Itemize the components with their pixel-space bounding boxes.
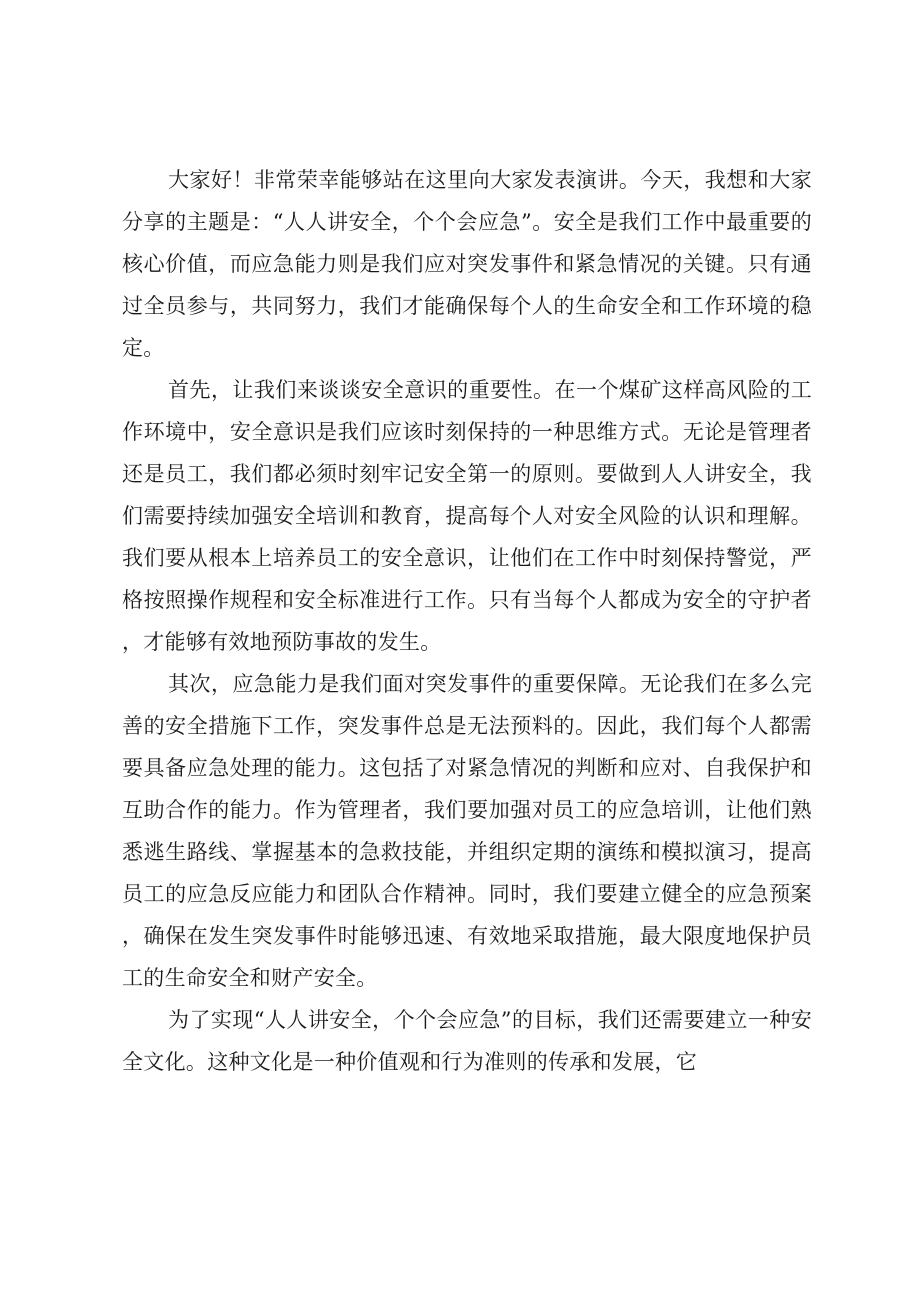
paragraph-emergency-ability: 其次，应急能力是我们面对突发事件的重要保障。无论我们在多么完善的安全措施下工作，突发事件总是无法预料的。因此，我们每个人都需要具备应急处理的能力。这包括了对紧急情况的判断和应对、自我保护和互助合作的能力。作为管理者，我们要加强对员工的应急培训，让他们熟悉逃生路线、掌握基本的急救技能，并组织定期的演练和模拟演习，提高员工的应急反应能力和团队合作精神。同时，我们要建立健全的应急预案，确保在发生突发事件时能够迅速、有效地采取措施，最大限度地保护员工的生命安全和财产安全。	[122, 672, 812, 990]
paragraph-greeting: 大家好！非常荣幸能够站在这里向大家发表演讲。今天，我想和大家分享的主题是：“人人讲安全，个个会应急”。安全是我们工作中最重要的核心价值，而应急能力则是我们应对突发事件和紧急情况的关键。只有通过全员参与，共同努力，我们才能确保每个人的生命安全和工作环境的稳定。	[122, 168, 812, 360]
paragraph-safety-culture: 为了实现“人人讲安全，个个会应急”的目标，我们还需要建立一种安全文化。这种文化是一种价值观和行为准则的传承和发展，它	[122, 1008, 812, 1074]
document-body	[122, 159, 812, 1083]
paragraph-safety-awareness: 首先，让我们来谈谈安全意识的重要性。在一个煤矿这样高风险的工作环境中，安全意识是我们应该时刻保持的一种思维方式。无论是管理者还是员工，我们都必须时刻牢记安全第一的原则。要做到人人讲安全，我们需要持续加强安全培训和教育，提高每个人对安全风险的认识和理解。我们要从根本上培养员工的安全意识，让他们在工作中时刻保持警觉，严格按照操作规程和安全标准进行工作。只有当每个人都成为安全的守护者，才能够有效地预防事故的发生。	[122, 378, 812, 654]
